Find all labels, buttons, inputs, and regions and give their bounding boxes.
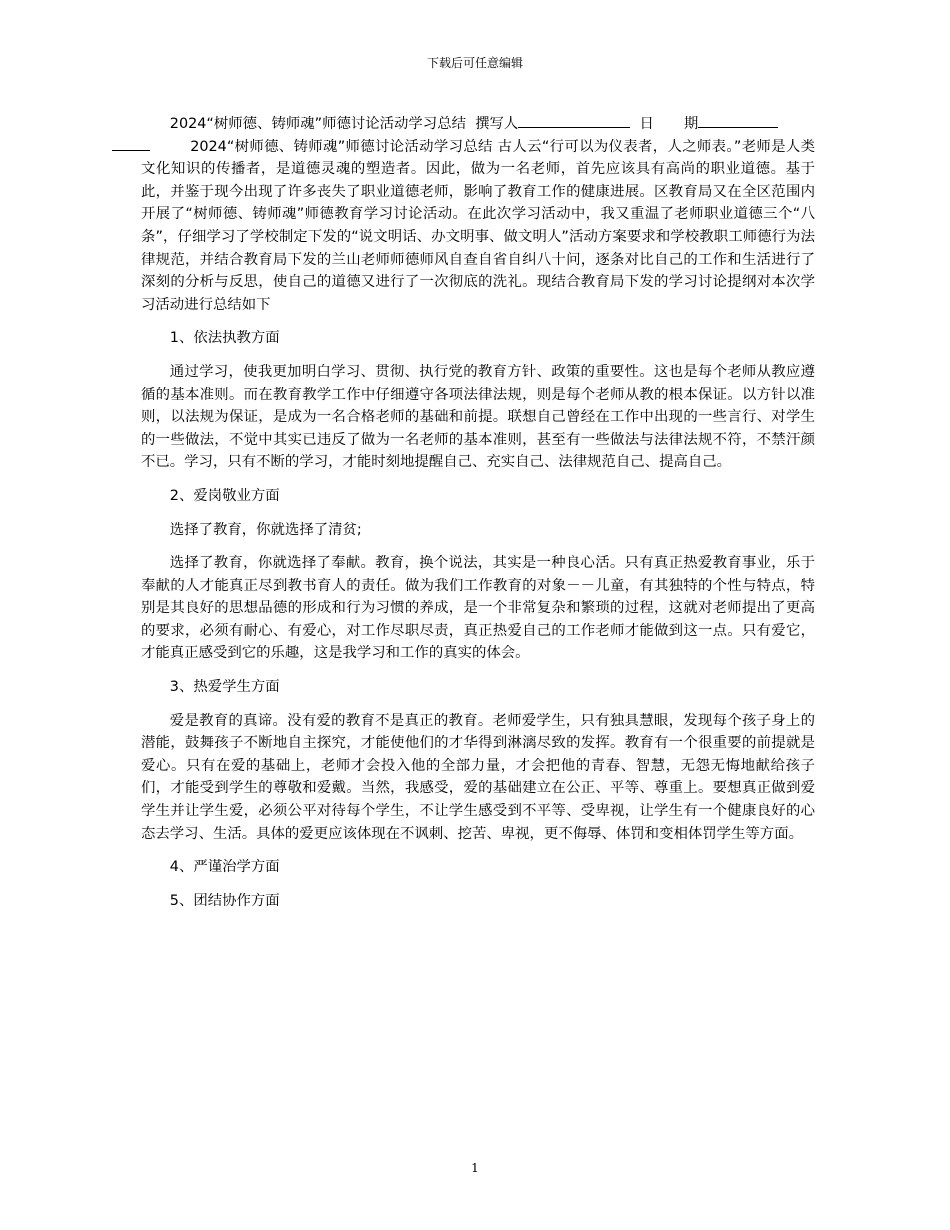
document-title: 2024“树师德、铸师魂”师德讨论活动学习总结 [169,116,466,132]
page-header: 下载后可任意编辑 [426,56,523,70]
section-heading: 3、热爱学生方面 [169,679,280,696]
section-heading: 5、团结协作方面 [169,892,280,909]
section-paragraph: 爱是教育的真谛。没有爱的教育不是真正的教育。老师爱学生，只有独具慧眼，发现每个孩子身上的潜能，鼓舞孩子不断地自主探究，才能使他们的才华得到淋漓尽致的发挥。教育有一个很重要的前提就是爱心。只有在爱的基础上，老师才会投入他的全部力量，才会把他的青春、智慧，无怨无悔地献给孩子们，才能受到学生的尊敬和爱戴。当然，我感受，爱的基础建立在公正、平等、尊重上。要想真正做到爱学生并让学生爱，必须公平对待每个学生，不让学生感受到不平等、受卑视，让学生有一个健康良好的心态去学习、生活。具体的爱更应该体现在不讽刺、挖苦、卑视，更不侮辱、体罚和变相体罚学生等方面。 [141,712,815,842]
author-blank [518,113,630,128]
section-heading: 4、严谨治学方面 [169,859,280,876]
page-number: 1 [471,1161,479,1175]
section-heading: 2、爱岗敬业方面 [169,487,280,504]
author-label: 撰写人 [475,116,519,132]
section-paragraph: 选择了教育，你就选择了奉献。教育，换个说法，其实是一种良心活。只有真正热爱教育事业，乐于奉献的人才能真正尽到教书育人的责任。做为我们工作教育的对象－－儿童，有其独特的个性与特点，特别是其良好的思想品德的形成和行为习惯的养成，是一个非常复杂和繁琐的过程，这就对老师提出了更高的要求，必须有耐心、有爱心，对工作尽职尽责，真正热爱自己的工作老师才能做到这一点。只有爱它，才能真正感受到它的乐趣，这是我学习和工作的真实的体会。 [141,555,815,662]
date-label-2: 期 [683,116,699,132]
intro-paragraph [141,113,815,316]
date-blank [698,113,778,128]
section-paragraph: 选择了教育，你就选择了清贫; [169,521,362,538]
document-body [141,113,815,923]
date-label-1: 日 [639,116,654,132]
section-heading: 1、依法执教方面 [169,330,280,347]
section-paragraph: 通过学习，使我更加明白学习、贯彻、执行党的教育方针、政策的重要性。这也是每个老师从教应遵循的基本准则。而在教育教学工作中仔细遵守各项法律法规，则是每个老师从教的根本保证。以方针以准则，以法规为保证，是成为一名合格老师的基础和前提。联想自己曾经在工作中出现的一些言行、对学生的一些做法，不觉中其实已违反了做为一名老师的基本准则，甚至有一些做法与法律法规不符，不禁汗颜不已。学习，只有不断的学习，才能时刻地提醒自己、充实自己、法律规范自己、提高自己。 [141,363,815,471]
date-blank-continued [112,136,150,151]
intro-text: 2024“树师德、铸师魂”师德讨论活动学习总结 古人云“行可以为仪表者，人之师表。”老师是人类文化知识的传播者，是道德灵魂的塑造者。因此，做为一名老师，首先应该具有高尚的职业道德。基于此，并鉴于现今出现了许多丧失了职业道德老师，影响了教育工作的健康进展。区教育局又在全区范围内开展了“树师德、铸师魂”师德教育学习讨论活动。在此次学习活动中，我又重温了老师职业道德三个“八条”，仔细学习了学校制定下发的“说文明话、办文明事、做文明人”活动方案要求和学校教职工师德行为法律规范，并结合教育局下发的兰山老师师德师风自查自省自纠八十问，逐条对比自己的工作和生活进行了深刻的分析与反思，使自己的道德又进行了一次彻底的洗礼。现结合教育局下发的学习讨论提纲对本次学习活动进行总结如下 [141,138,815,313]
